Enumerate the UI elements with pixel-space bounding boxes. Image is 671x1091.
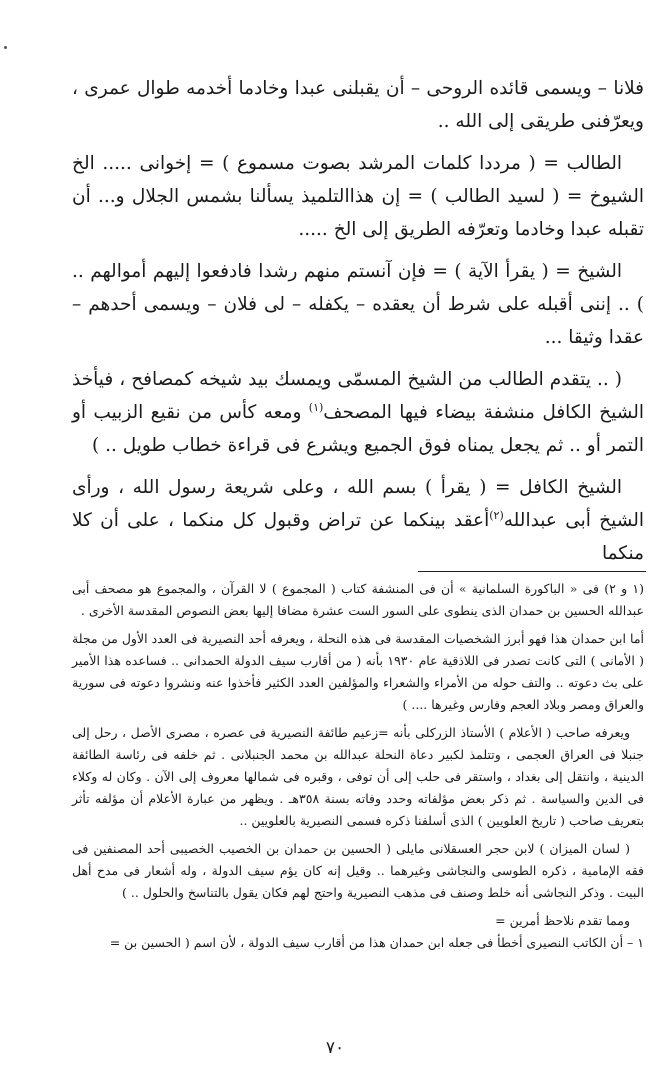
footnote-4: ( لسان الميزان ) لابن حجر العسقلانى مايلى ( الحسين بن حمدان بن الخصيب الخصيبى أحد المصنفين فى فقه الإمامية ، ذكره الطوسى والنجاشى وغيرهما .. وقيل إنه كان يؤم سيف الدولة ، وله أشعار فى مدح أهل البيت . وذكر النجاشى أنه خلط وصنف فى مذهب النصيرية واحتج لهم فكان يقول بالتناسخ والحلول .. ) xyxy=(72,841,644,900)
paragraph-2: الطالب = ( مرددا كلمات المرشد بصوت مسموع ) = إخوانى ..... الخ الشيوخ = ( لسيد الطالب ) = إن هذاالتلميذ يسألنا بشمس الجلال و... أن تقبله عبدا وخادما وتعرّفه الطريق إلى الخ ..... xyxy=(72,153,644,240)
scan-speck xyxy=(4,46,7,49)
paragraph-4-text: ( .. يتقدم الطالب من الشيخ المسمّى ويمسك بيد شيخه كمصافح ، فيأخذ الشيخ الكافل منشفة بيضاء فيها المصحف xyxy=(72,369,644,423)
paragraph-4 xyxy=(72,363,644,462)
footnote-2: أما ابن حمدان هذا فهو أبرز الشخصيات المقدسة فى هذه النحلة ، ويعرفه أحد النصيرية فى العدد الأول من مجلة ( الأمانى ) التى كانت تصدر فى اللاذقية عام ١٩٣٠ بأنه ( من أقارب سيف الدولة الحمدانى .. فساعده هذا الأمير على بث دعوته .. والتف حوله من الأمراء والشعراء والمؤلفين العدد الكثير فأخذوا عنه ونشروا دعوته فى سورية والعراق ومصر وبلاد العجم وفارس وغيرها .... ) xyxy=(72,631,645,712)
footnote-separator xyxy=(418,571,646,572)
paragraph-5-tail: أعقد بينكما عن تراض وقبول كل منكما ، على أن كلا منكما xyxy=(72,510,644,564)
footnote-5: ومما تقدم نلاحظ أمرين = xyxy=(495,913,630,928)
paragraph-1: فلانا – ويسمى قائده الروحى – أن يقبلنى عبدا وخادما أخدمه طوال عمرى ، ويعرّفنى طريقى إلى الله .. xyxy=(72,78,644,132)
paragraph-4-tail: ومعه كأس من نقيع الزبيب أو التمر أو .. ثم يجعل يمناه فوق الجميع ويشرع فى قراءة خطاب طويل .. ) xyxy=(72,402,644,456)
main-text xyxy=(72,72,644,579)
page-number: ٧٠ xyxy=(325,1038,345,1058)
paragraph-5 xyxy=(72,471,644,570)
paragraph-5-text: الشيخ الكافل = ( يقرأ ) بسم الله ، وعلى شريعة رسول الله ، ورأى الشيخ أبى عبدالله xyxy=(72,477,644,531)
paragraph-3: الشيخ = ( يقرأ الآية ) = فإن آنستم منهم رشدا فادفعوا إليهم أموالهم .. ) .. إننى أقبله على شرط أن يعقده – يكفله – لى فلان – ويسمى أحدهم –عقدا وثيقا ... xyxy=(72,261,644,348)
footnote-6: ١ – أن الكاتب النصيرى أخطأ فى جعله ابن حمدان هذا من أقارب سيف الدولة ، لأن اسم ( الحسين بن = xyxy=(109,935,644,950)
footnotes xyxy=(72,578,644,960)
footnote-ref-2: (٢) xyxy=(489,508,504,522)
footnote-1: (١ و ٢) فى « الباكورة السلمانية » أن فى المنشفة كتاب ( المجموع ) لا القرآن ، والمجموع هو مصحف أبى عبدالله الحسين بن حمدان الذى ينطوى على السور الست عشرة مضافا إليها بعض النصوص المقدسة الأخرى . xyxy=(72,581,644,618)
footnote-ref-1: (١) xyxy=(308,400,324,414)
footnote-3: ويعرفه صاحب ( الأعلام ) الأستاذ الزركلى بأنه =زعيم طائفة النصيرية فى عصره ، مصرى الأصل ، رحل إلى جنبلا فى العراق العجمى ، وتتلمذ لكبير دعاة النحلة عبدالله بن محمد الجنبلانى . ثم خلفه فى رئاسة الطائفة الدينية ، وانتقل إلى بغداد ، واستقر فى حلب إلى أن توفى ، وقبره فى شمالها معروف إلى الآن . وكان له وكلاء فى الدين والسياسة . ثم ذكر بعض مؤلفاته وحدد وفاته بسنة ٣٥٨هـ . ويظهر من عبارة الأعلام أن مؤلفه تأثر بتعريف صاحب ( تاريخ العلويين ) الذى أسلفنا ذكره فسمى النصيرية بالعلويين .. xyxy=(72,725,644,828)
